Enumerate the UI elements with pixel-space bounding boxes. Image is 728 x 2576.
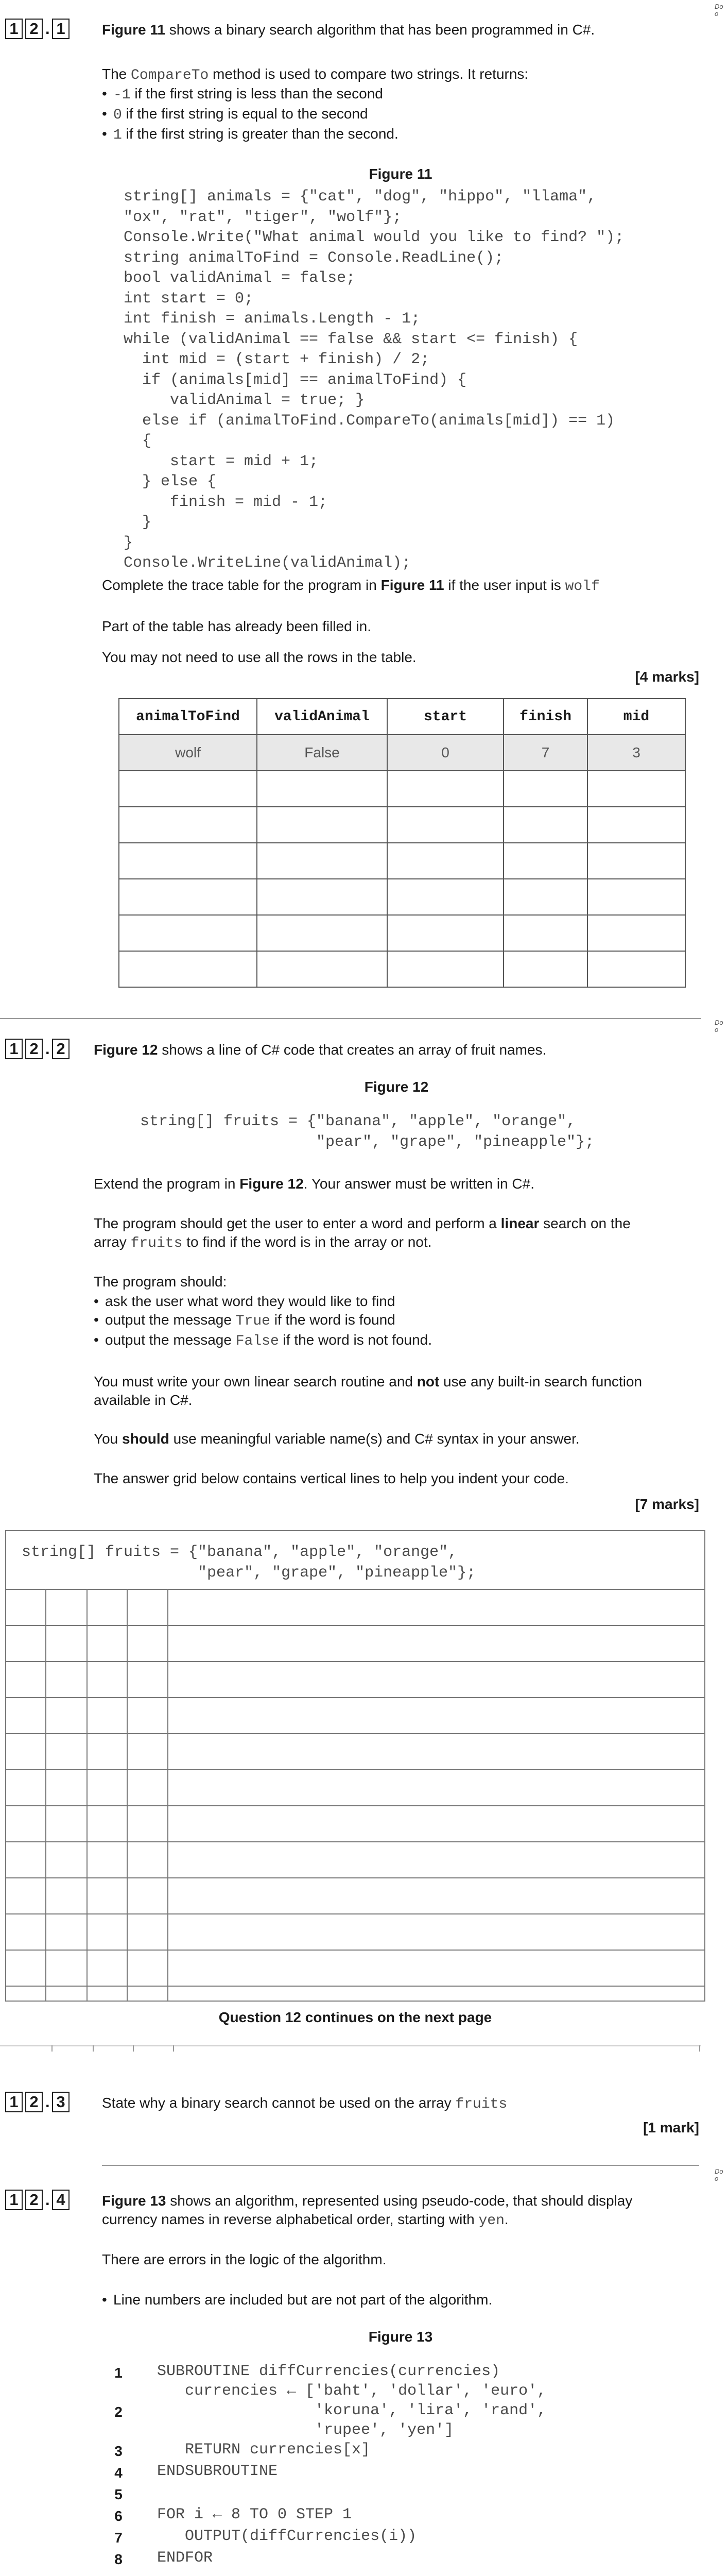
answer-cell[interactable] xyxy=(504,807,587,843)
question-digit: 1 xyxy=(5,2092,23,2112)
margin-mark: Do o xyxy=(715,1019,723,1033)
code-line: "pear", "grape", "pineapple"}; xyxy=(22,1564,476,1582)
code-line: int start = 0; xyxy=(124,290,254,308)
grid-remnant xyxy=(133,2045,134,2052)
figure-title: Figure 12 xyxy=(364,1079,429,1095)
instruction: You should use meaningful variable name(s) and C# syntax in your answer. xyxy=(94,1431,580,1447)
answer-cell[interactable] xyxy=(387,771,504,807)
table-cell: 3 xyxy=(587,735,685,771)
question-digit: 1 xyxy=(5,1039,23,1059)
code-line: validAnimal = true; } xyxy=(124,392,365,409)
answer-cell[interactable] xyxy=(119,915,257,951)
list-item: • ask the user what word they would like to find xyxy=(94,1292,432,1311)
requirements-list xyxy=(94,1292,432,1351)
question-intro: Figure 11 shows a binary search algorithm that has been programmed in C#. xyxy=(102,22,595,38)
table-row[interactable] xyxy=(119,843,685,879)
marks: [1 mark] xyxy=(643,2120,699,2136)
line-number: 5 xyxy=(114,2486,123,2502)
code-listing-figure-11 xyxy=(124,187,624,574)
page-divider xyxy=(0,1018,701,1019)
trace-instruction: Complete the trace table for the program in Figure 11 if the user input is wolf xyxy=(102,577,600,595)
code-answer-grid[interactable] xyxy=(5,1530,705,2002)
table-row[interactable] xyxy=(119,879,685,915)
line-number: 6 xyxy=(114,2508,123,2524)
answer-cell[interactable] xyxy=(504,951,587,987)
instruction: Extend the program in Figure 12. Your answer must be written in C#. xyxy=(94,1176,534,1192)
list-item: • Line numbers are included but are not part of the algorithm. xyxy=(102,2291,492,2309)
question-digit: 3 xyxy=(52,2092,70,2112)
compareto-description: The CompareTo method is used to compare two strings. It returns: xyxy=(102,66,529,83)
grid-remnant xyxy=(699,2045,700,2052)
code-line: string animalToFind = Console.ReadLine(); xyxy=(124,249,504,267)
question-number: 1 2 . 1 xyxy=(5,19,72,39)
line-number: 3 xyxy=(114,2443,123,2459)
answer-cell[interactable] xyxy=(257,807,387,843)
continues-note: Question 12 continues on the next page xyxy=(218,2009,492,2025)
figure-title: Figure 13 xyxy=(368,2329,433,2345)
code-line: string[] fruits = {"banana", "apple", "orange", xyxy=(140,1113,576,1130)
list-item: • output the message False if the word is not found. xyxy=(94,1331,432,1351)
note-list xyxy=(102,2291,492,2309)
instruction: available in C#. xyxy=(94,1392,193,1408)
figure-title: Figure 11 xyxy=(369,166,432,182)
question-intro: currency names in reverse alphabetical order, starting with yen. xyxy=(102,2211,509,2229)
code-line: } xyxy=(124,534,133,552)
code-line: FOR i ← 8 TO 0 STEP 1 xyxy=(157,2506,352,2523)
answer-cell[interactable] xyxy=(387,879,504,915)
answer-cell[interactable] xyxy=(119,879,257,915)
code-line: string[] animals = {"cat", "dog", "hippo", "llama", xyxy=(124,188,597,206)
answer-cell[interactable] xyxy=(587,843,685,879)
code-line: OUTPUT(diffCurrencies(i)) xyxy=(157,2528,417,2545)
code-line: bool validAnimal = false; xyxy=(124,269,356,287)
code-line: } xyxy=(124,514,152,531)
answer-cell[interactable] xyxy=(119,807,257,843)
question-intro: Figure 13 shows an algorithm, represented using pseudo-code, that should display xyxy=(102,2193,633,2209)
code-line: currencies ← ['baht', 'dollar', 'euro', xyxy=(157,2382,547,2400)
marks: [7 marks] xyxy=(635,1496,699,1512)
column-header: animalToFind xyxy=(119,699,257,735)
answer-cell[interactable] xyxy=(387,915,504,951)
answer-cell[interactable] xyxy=(257,951,387,987)
answer-cell[interactable] xyxy=(387,843,504,879)
answer-cell[interactable] xyxy=(587,879,685,915)
question-digit: 1 xyxy=(5,2190,23,2210)
instruction: array fruits to find if the word is in the array or not. xyxy=(94,1234,432,1251)
answer-cell[interactable] xyxy=(504,843,587,879)
list-item: • 0 if the first string is equal to the second xyxy=(102,105,398,125)
line-number: 2 xyxy=(114,2404,123,2420)
list-item: • 1 if the first string is greater than the second. xyxy=(102,125,398,145)
answer-cell[interactable] xyxy=(587,807,685,843)
instruction: The program should get the user to enter a word and perform a linear search on the xyxy=(94,1215,631,1231)
code-line: finish = mid - 1; xyxy=(124,493,328,511)
marks: [4 marks] xyxy=(635,669,699,685)
answer-line[interactable] xyxy=(102,2165,699,2166)
table-row[interactable] xyxy=(119,951,685,987)
line-number: 1 xyxy=(114,2365,123,2381)
code-line: string[] fruits = {"banana", "apple", "orange", xyxy=(22,1544,458,1561)
answer-cell[interactable] xyxy=(387,807,504,843)
code-line: int finish = animals.Length - 1; xyxy=(124,310,421,328)
question-digit: 2 xyxy=(25,2092,43,2112)
trace-note: You may not need to use all the rows in the table. xyxy=(102,649,417,665)
grid-remnant xyxy=(173,2045,174,2052)
trace-note: Part of the table has already been filled in. xyxy=(102,618,372,634)
code-line: } else { xyxy=(124,473,217,490)
prefilled-code xyxy=(22,1543,476,1583)
answer-cell[interactable] xyxy=(504,879,587,915)
code-line: ENDFOR xyxy=(157,2549,213,2567)
pseudo-code-figure-13 xyxy=(108,2363,674,2576)
answer-cell[interactable] xyxy=(257,915,387,951)
question-number: 1 2 . 4 xyxy=(5,2190,72,2210)
table-cell: False xyxy=(257,735,387,771)
question-digit: 4 xyxy=(52,2190,70,2210)
code-line: "pear", "grape", "pineapple"}; xyxy=(140,1133,595,1151)
code-line: { xyxy=(124,432,152,450)
answer-cell[interactable] xyxy=(387,951,504,987)
instruction: You must write your own linear search routine and not use any built-in search function xyxy=(94,1374,643,1389)
answer-cell[interactable] xyxy=(257,771,387,807)
question-digit: 2 xyxy=(25,1039,43,1059)
code-line: if (animals[mid] == animalToFind) { xyxy=(124,371,467,389)
answer-cell[interactable] xyxy=(119,951,257,987)
table-row[interactable] xyxy=(119,807,685,843)
table-cell: 7 xyxy=(504,735,587,771)
question-digit: 2 xyxy=(25,19,43,39)
column-header: finish xyxy=(504,699,587,735)
list-item: • output the message True if the word is found xyxy=(94,1311,432,1331)
answer-cell[interactable] xyxy=(587,951,685,987)
table-row[interactable] xyxy=(119,915,685,951)
code-line: 'rupee', 'yen'] xyxy=(157,2421,454,2439)
list-item: • -1 if the first string is less than the second xyxy=(102,84,398,105)
table-cell: wolf xyxy=(119,735,257,771)
question-intro: Figure 12 shows a line of C# code that creates an array of fruit names. xyxy=(94,1042,547,1058)
table-cell: 0 xyxy=(387,735,504,771)
question-number: 1 2 . 3 xyxy=(5,2092,72,2112)
table-row[interactable] xyxy=(119,771,685,807)
answer-cell[interactable] xyxy=(119,843,257,879)
instruction: The program should: xyxy=(94,1274,227,1290)
code-line: 'koruna', 'lira', 'rand', xyxy=(157,2402,547,2419)
answer-cell[interactable] xyxy=(119,771,257,807)
question-digit: 1 xyxy=(52,19,70,39)
column-header: validAnimal xyxy=(257,699,387,735)
question-intro: State why a binary search cannot be used on the array fruits xyxy=(102,2095,508,2112)
code-listing-figure-12 xyxy=(140,1112,594,1153)
line-number: 4 xyxy=(114,2465,123,2481)
question-digit: 2 xyxy=(25,2190,43,2210)
grid-remnant xyxy=(93,2045,94,2052)
code-line: RETURN currencies[x] xyxy=(157,2441,371,2459)
answer-cell[interactable] xyxy=(257,879,387,915)
answer-cell[interactable] xyxy=(587,915,685,951)
grid-remnant xyxy=(51,2045,53,2052)
code-line: int mid = (start + finish) / 2; xyxy=(124,351,430,368)
answer-cell[interactable] xyxy=(504,915,587,951)
answer-cell[interactable] xyxy=(257,843,387,879)
code-line: start = mid + 1; xyxy=(124,452,319,470)
code-line: Console.WriteLine(validAnimal); xyxy=(124,554,411,572)
column-header: mid xyxy=(587,699,685,735)
line-number: 8 xyxy=(114,2551,123,2567)
margin-mark: Do o xyxy=(715,3,723,18)
code-line: while (validAnimal == false && start <= finish) { xyxy=(124,330,578,348)
instruction: There are errors in the logic of the algorithm. xyxy=(102,2251,387,2267)
table-header-row xyxy=(119,699,685,735)
table-row xyxy=(119,735,685,771)
line-number: 7 xyxy=(114,2530,123,2546)
question-digit: 1 xyxy=(5,19,23,39)
answer-cell[interactable] xyxy=(587,771,685,807)
page-divider xyxy=(0,2045,701,2046)
code-line: ENDSUBROUTINE xyxy=(157,2463,278,2480)
instruction: The answer grid below contains vertical lines to help you indent your code. xyxy=(94,1470,569,1486)
code-line: SUBROUTINE diffCurrencies(currencies) xyxy=(157,2363,500,2380)
code-line: "ox", "rat", "tiger", "wolf"}; xyxy=(124,208,402,226)
answer-cell[interactable] xyxy=(504,771,587,807)
margin-mark: Do o xyxy=(715,2167,723,2182)
code-line: Console.Write("What animal would you like to find? "); xyxy=(124,229,625,246)
code-line: else if (animalToFind.CompareTo(animals[mid]) == 1) xyxy=(124,412,615,430)
column-header: start xyxy=(387,699,504,735)
question-digit: 2 xyxy=(52,1039,70,1059)
compareto-return-list xyxy=(102,84,398,145)
trace-table xyxy=(118,698,686,988)
question-number: 1 2 . 2 xyxy=(5,1039,72,1059)
